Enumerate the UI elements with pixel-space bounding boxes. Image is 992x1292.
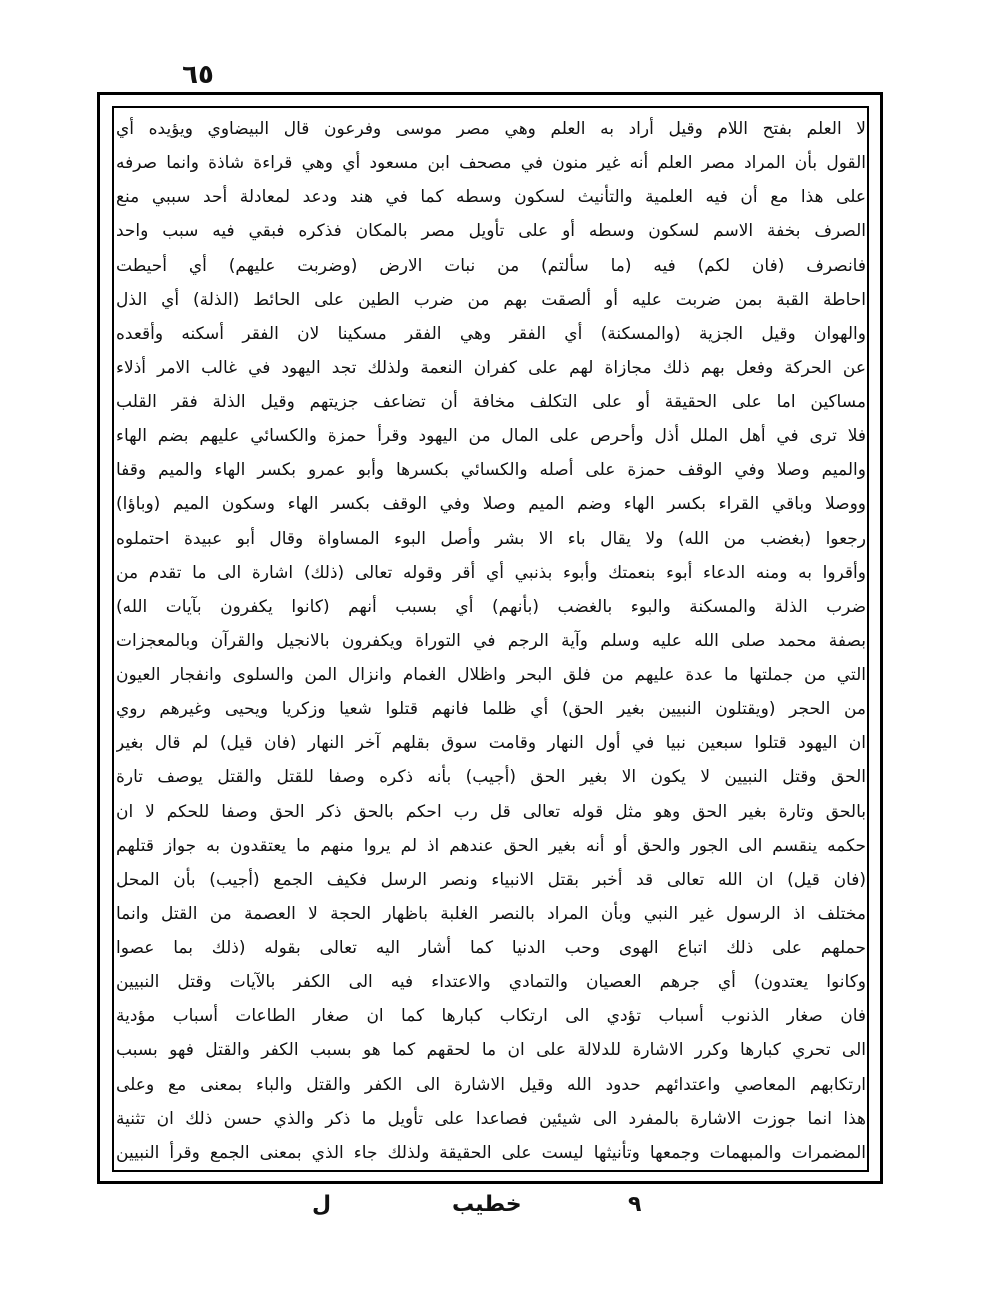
text-line: ضرب الذلة والمسكنة والبوء بالغضب (بأنهم) أي بسبب أنهم (كانوا يكفرون بآيات الله) xyxy=(116,596,866,617)
text-line: مختلف اذ الرسول غير النبي وبأن المراد بالنصر الغلبة باظهار الحجة لا العصمة من القتل وانما xyxy=(116,903,866,924)
text-line: فان صغار الذنوب أسباب تؤدي الى ارتكاب كبارها كما ان صغار الطاعات أسباب مؤدية xyxy=(116,1006,866,1027)
text-line: فلا ترى في أهل الملل أذل وأحرص على المال من اليهود وقرأ حمزة والكسائي عليهم بضم الهاء xyxy=(116,426,866,447)
footer-label: خطيب xyxy=(452,1192,522,1217)
text-line: رجعوا (بغضب من الله) ولا يقال باء الا بشر وأصل البوء المساواة وقال أبو عبيدة احتملوه xyxy=(116,528,866,549)
footer-signature-letter: ل xyxy=(312,1192,332,1217)
footer-sheet-number: ٩ xyxy=(628,1192,642,1217)
text-line: التي من جملتها ما عدة عليهم من فلق البحر واظلال الغمام وانزال المن والسلوى وانفجار العيون xyxy=(116,665,866,685)
text-line: المضمرات والمبهمات وجمعها وتأنيثها ليست على الحقيقة ولذلك جاء الذي بمعنى الجمع وقرأ النبيين xyxy=(116,1142,866,1163)
page-number: ٦٥ xyxy=(182,60,214,90)
text-line: على هذا مع أن فيه العلمية والتأنيث لسكون وسطه كما في هند ودعد لمعادلة أحد سببي منع xyxy=(116,187,866,208)
text-line: ان اليهود قتلوا سبعين نبيا في أول النهار وقامت سوق بقلهم آخر النهار (فان قيل) لم قال بغير xyxy=(116,733,866,754)
text-line: وكانوا يعتدون) أي جرهم العصيان والتمادي والاعتداء فيه الى الكفر بالآيات وقتل النبيين xyxy=(116,972,866,993)
text-line: لا العلم بفتح اللام وقيل أراد به العلم وهي مصر موسى وفرعون قال البيضاوي ويؤيده أي xyxy=(116,119,866,139)
text-line: الصرف بخفة الاسم لسكون وسطه أو على تأويل مصر بالمكان فذكره فبقي فيه سبب واحد xyxy=(116,221,866,242)
text-line: حملهم على ذلك اتباع الهوى وحب الدنيا كما أشار اليه تعالى بقوله (ذلك بما عصوا xyxy=(116,938,866,958)
text-line: والهوان وقيل الجزية (والمسكنة) أي الفقر وهي الفقر مسكينا لان الفقر أسكنه وأقعده xyxy=(116,323,866,344)
text-line: القول بأن المراد مصر العلم أنه غير منون في مصحف ابن مسعود أي وهي قراءة شاذة وانما صرفه xyxy=(116,153,866,174)
text-line: عن الحركة وفعل بهم ذلك مجازاة لهم على كفران النعمة ولذلك تجد اليهود في غالب الامر أذلاء xyxy=(116,357,866,378)
text-line: فانصرف (فان لكم) فيه (ما سألتم) من نبات الارض (وضربت عليهم) أي أحيطت xyxy=(116,255,866,276)
text-line: احاطة القبة بمن ضربت عليه أو ألصقت بهم من ضرب الطين على الحائط (الذلة) أي الذل xyxy=(116,289,866,310)
text-line: وأقروا به ومنه الدعاء أبوء بنعمتك وأبوء بذنبي أي أقر وقوله تعالى (ذلك) اشارة الى ما تقدم من xyxy=(116,562,866,583)
text-line: بصفة محمد صلى الله عليه وسلم وآية الرجم في التوراة ويكفرون بالانجيل والقرآن وبالمعجزات xyxy=(116,630,866,651)
text-line: حكمه ينقسم الى الجور والحق أو أنه بغير الحق عندهم اذ لم يروا منهم ما يعتقدون به جواز قتلهم xyxy=(116,835,866,856)
text-line: من الحجر (ويقتلون النبيين بغير الحق) أي ظلما فانهم قتلوا شعيا وزكريا ويحيى وغيرهم روي xyxy=(116,699,866,720)
text-body xyxy=(116,112,866,1170)
text-line: والميم وصلا وفي الوقف حمزة على أصله والكسائي بكسرها وأبو عمرو بكسر الهاء والميم وقفا xyxy=(116,460,866,481)
text-line: ارتكابهم المعاصي واعتدائهم حدود الله وقيل الاشارة الى الكفر والقتل والباء بمعنى مع وعلى xyxy=(116,1074,866,1095)
page-footer xyxy=(0,1188,992,1228)
text-line: هذا انما جوزت الاشارة بالمفرد الى شيئين فصاعدا على تأويل ما ذكر والذي حسن ذلك ان تثنية xyxy=(116,1108,866,1129)
text-line: مساكين اما على الحقيقة أو على التكلف مخافة أن تضاعف جزيتهم وقيل الذلة فقر القلب xyxy=(116,392,866,412)
text-line: ووصلا وباقي القراء بكسر الهاء وضم الميم وصلا وفي الوقف بكسر الهاء وسكون الميم (وباؤا) xyxy=(116,494,866,515)
text-line: بالحق وتارة بغير الحق وهو مثل قوله تعالى قل رب احكم بالحق ذكر الحق وصفا للحكم لا ان xyxy=(116,801,866,822)
text-line: الحق وقتل النبيين لا يكون الا بغير الحق (أجيب) بأنه ذكره وصفا للقتل والقتل يوصف تارة xyxy=(116,767,866,788)
text-line: (فان قيل) ان الله تعالى قد أخبر بقتل الانبياء ونصر الرسل فكيف الجمع (أجيب) بأن المحل xyxy=(116,869,866,890)
text-line: الى تحري كبارها وكرر الاشارة للدلالة على ان ما لحقهم كما هو بسبب الكفر والقتل فهو بسبب xyxy=(116,1040,866,1061)
